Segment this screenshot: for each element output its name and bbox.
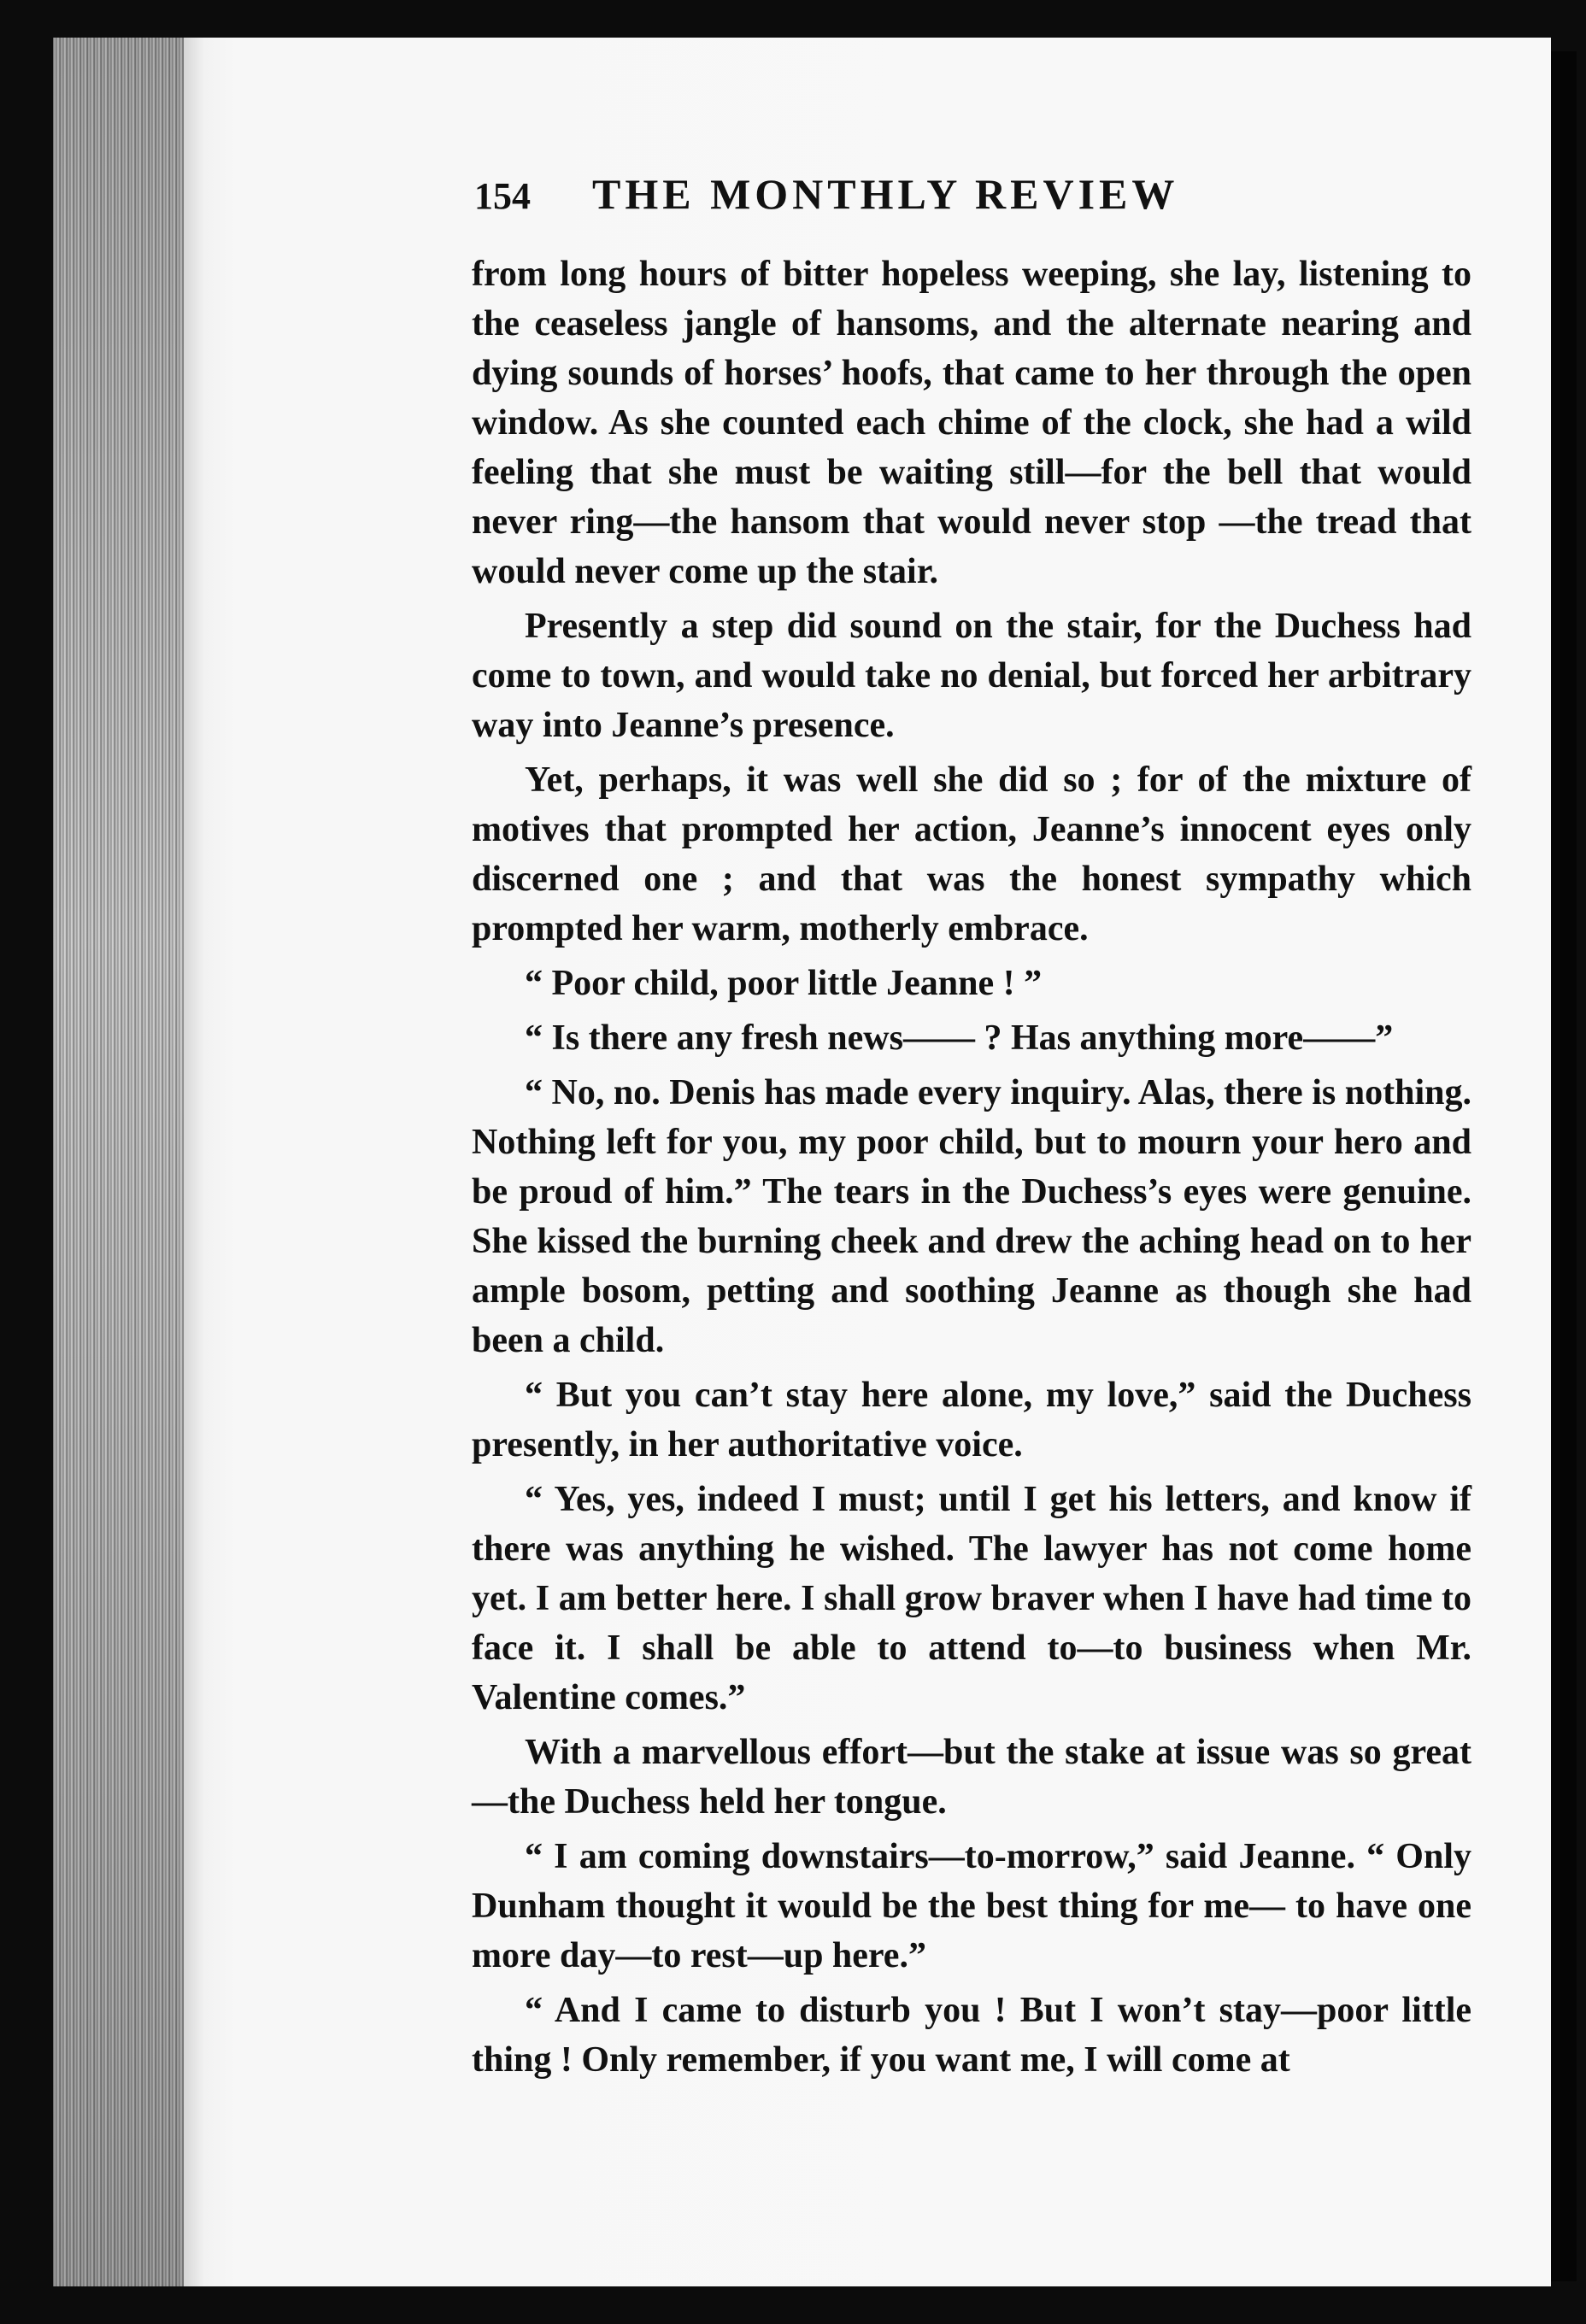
running-title: THE MONTHLY REVIEW bbox=[592, 170, 1179, 218]
paragraph: Yet, perhaps, it was well she did so ; for of the mixture of motives that prompted her action, Jeanne’s innocent eyes only discerned one ; and that was the honest sympathy which prompted her warm, motherly embrace. bbox=[472, 760, 1471, 948]
paragraph: “ I am coming downstairs—to-morrow,” said Jeanne. “ Only Dunham thought it would be the best thing for me— to have one more day—to rest—up here.” bbox=[472, 1837, 1471, 1975]
paragraph: from long hours of bitter hopeless weeping, she lay, listening to the ceaseless jangle of hansoms, and the alternate nearing and dying sounds of horses’ hoofs, that came to her through the open window. As she counted each chime of the clock, she had a wild feeling that she must be waiting still—for the bell that would never ring—the hansom that would never stop —the tread that would never come up the stair. bbox=[472, 255, 1471, 591]
paragraph: “ But you can’t stay here alone, my love,” said the Duchess presently, in her authoritative voice. bbox=[472, 1376, 1471, 1464]
page-number: 154 bbox=[474, 175, 531, 217]
paragraph: With a marvellous effort—but the stake at issue was so great—the Duchess held her tongue. bbox=[472, 1733, 1471, 1822]
page-header bbox=[474, 162, 1278, 239]
paragraph: “ Is there any fresh news—— ? Has anything more——” bbox=[525, 1018, 1394, 1058]
gutter-shadow bbox=[1551, 51, 1577, 2281]
paragraph: “ No, no. Denis has made every inquiry. Alas, there is nothing. Nothing left for you, my poor child, but to mourn your hero and be proud of him.” The tears in the Duchess’s eyes were genuine. She kissed the burning cheek and drew the aching head on to her ample bosom, petting and soothing Jeanne as though she had been a child. bbox=[472, 1073, 1471, 1360]
paragraph: “ Yes, yes, indeed I must; until I get his letters, and know if there was anything he wished. The lawyer has not come home yet. I am better here. I shall grow braver when I have had time to face it. I shall be able to attend to—to business when Mr. Valentine comes.” bbox=[472, 1480, 1471, 1717]
page-edges bbox=[53, 38, 190, 2286]
paragraph: “ And I came to disturb you ! But I won’t stay—poor little thing ! Only remember, if you want me, I will come at bbox=[472, 1991, 1471, 2080]
paragraph: Presently a step did sound on the stair, for the Duchess had come to town, and would take no denial, but forced her arbitrary way into Jeanne’s presence. bbox=[472, 607, 1471, 745]
body-text bbox=[472, 249, 1471, 2090]
paragraph: “ Poor child, poor little Jeanne ! ” bbox=[525, 964, 1043, 1003]
